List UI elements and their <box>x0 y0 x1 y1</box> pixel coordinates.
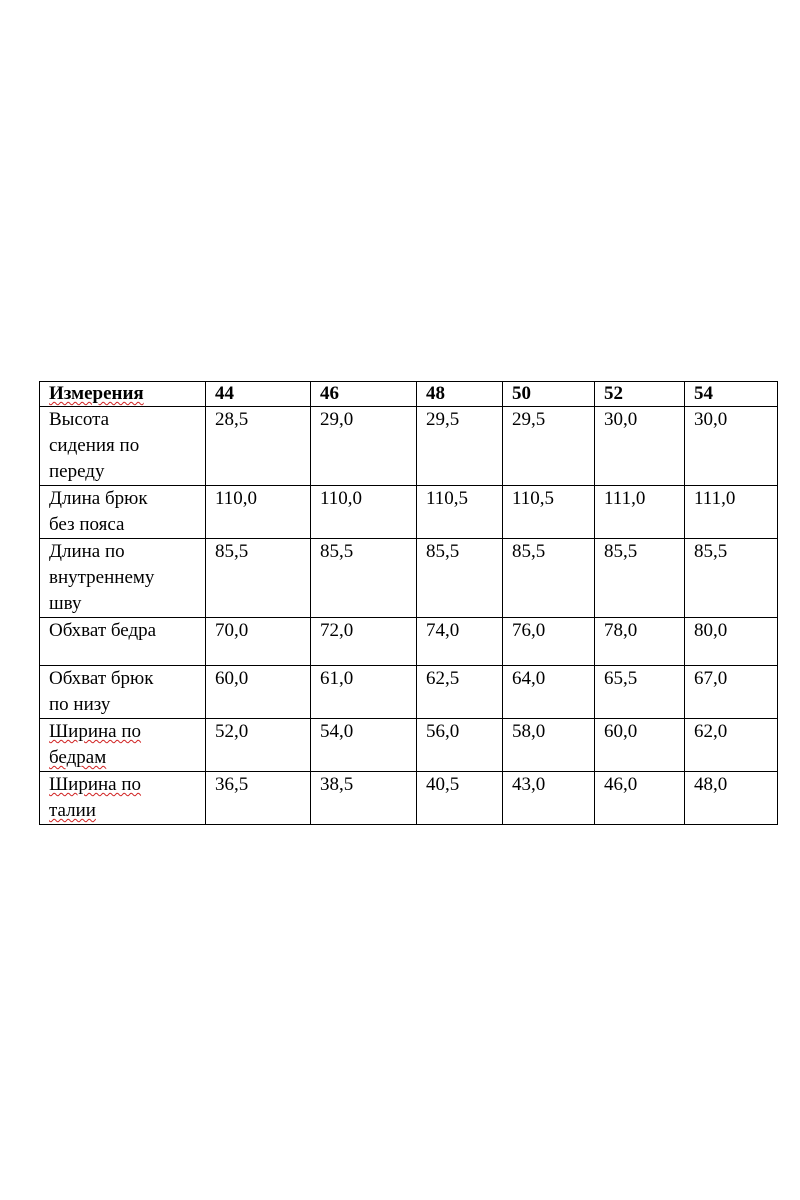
cell-value: 36,5 <box>206 772 311 825</box>
cell-value: 62,0 <box>685 719 778 772</box>
cell-value: 43,0 <box>503 772 595 825</box>
cell-value: 85,5 <box>206 539 311 618</box>
header-size-50: 50 <box>503 382 595 407</box>
cell-value: 56,0 <box>417 719 503 772</box>
cell-value: 46,0 <box>595 772 685 825</box>
cell-value: 62,5 <box>417 666 503 719</box>
cell-value: 111,0 <box>685 486 778 539</box>
header-size-52: 52 <box>595 382 685 407</box>
cell-value: 111,0 <box>595 486 685 539</box>
cell-value: 78,0 <box>595 618 685 666</box>
row-label: Ширина по бедрам <box>40 719 206 772</box>
cell-value: 58,0 <box>503 719 595 772</box>
header-size-46: 46 <box>311 382 417 407</box>
table-row <box>40 666 778 719</box>
cell-value: 110,5 <box>417 486 503 539</box>
header-size-44: 44 <box>206 382 311 407</box>
size-table <box>39 381 778 825</box>
cell-value: 85,5 <box>311 539 417 618</box>
header-row <box>40 382 778 407</box>
row-label: Длина по внутреннему шву <box>40 539 206 618</box>
cell-value: 70,0 <box>206 618 311 666</box>
cell-value: 30,0 <box>595 407 685 486</box>
cell-value: 29,0 <box>311 407 417 486</box>
cell-value: 65,5 <box>595 666 685 719</box>
table-row <box>40 719 778 772</box>
cell-value: 85,5 <box>503 539 595 618</box>
table-row <box>40 486 778 539</box>
header-size-48: 48 <box>417 382 503 407</box>
cell-value: 72,0 <box>311 618 417 666</box>
cell-value: 60,0 <box>206 666 311 719</box>
cell-value: 48,0 <box>685 772 778 825</box>
cell-value: 85,5 <box>685 539 778 618</box>
header-size-54: 54 <box>685 382 778 407</box>
row-label: Длина брюк без пояса <box>40 486 206 539</box>
cell-value: 60,0 <box>595 719 685 772</box>
cell-value: 52,0 <box>206 719 311 772</box>
row-label: Ширина по талии <box>40 772 206 825</box>
cell-value: 76,0 <box>503 618 595 666</box>
cell-value: 85,5 <box>595 539 685 618</box>
cell-value: 74,0 <box>417 618 503 666</box>
table-row <box>40 618 778 666</box>
header-measurements: Измерения <box>40 382 206 407</box>
cell-value: 80,0 <box>685 618 778 666</box>
cell-value: 110,5 <box>503 486 595 539</box>
cell-value: 61,0 <box>311 666 417 719</box>
cell-value: 30,0 <box>685 407 778 486</box>
cell-value: 28,5 <box>206 407 311 486</box>
row-label: Обхват брюк по низу <box>40 666 206 719</box>
row-label: Высота сидения по переду <box>40 407 206 486</box>
table-row <box>40 539 778 618</box>
row-label: Обхват бедра <box>40 618 206 666</box>
cell-value: 38,5 <box>311 772 417 825</box>
cell-value: 40,5 <box>417 772 503 825</box>
table-row <box>40 407 778 486</box>
cell-value: 85,5 <box>417 539 503 618</box>
cell-value: 110,0 <box>311 486 417 539</box>
cell-value: 29,5 <box>417 407 503 486</box>
cell-value: 64,0 <box>503 666 595 719</box>
cell-value: 67,0 <box>685 666 778 719</box>
cell-value: 29,5 <box>503 407 595 486</box>
table-row <box>40 772 778 825</box>
cell-value: 110,0 <box>206 486 311 539</box>
cell-value: 54,0 <box>311 719 417 772</box>
